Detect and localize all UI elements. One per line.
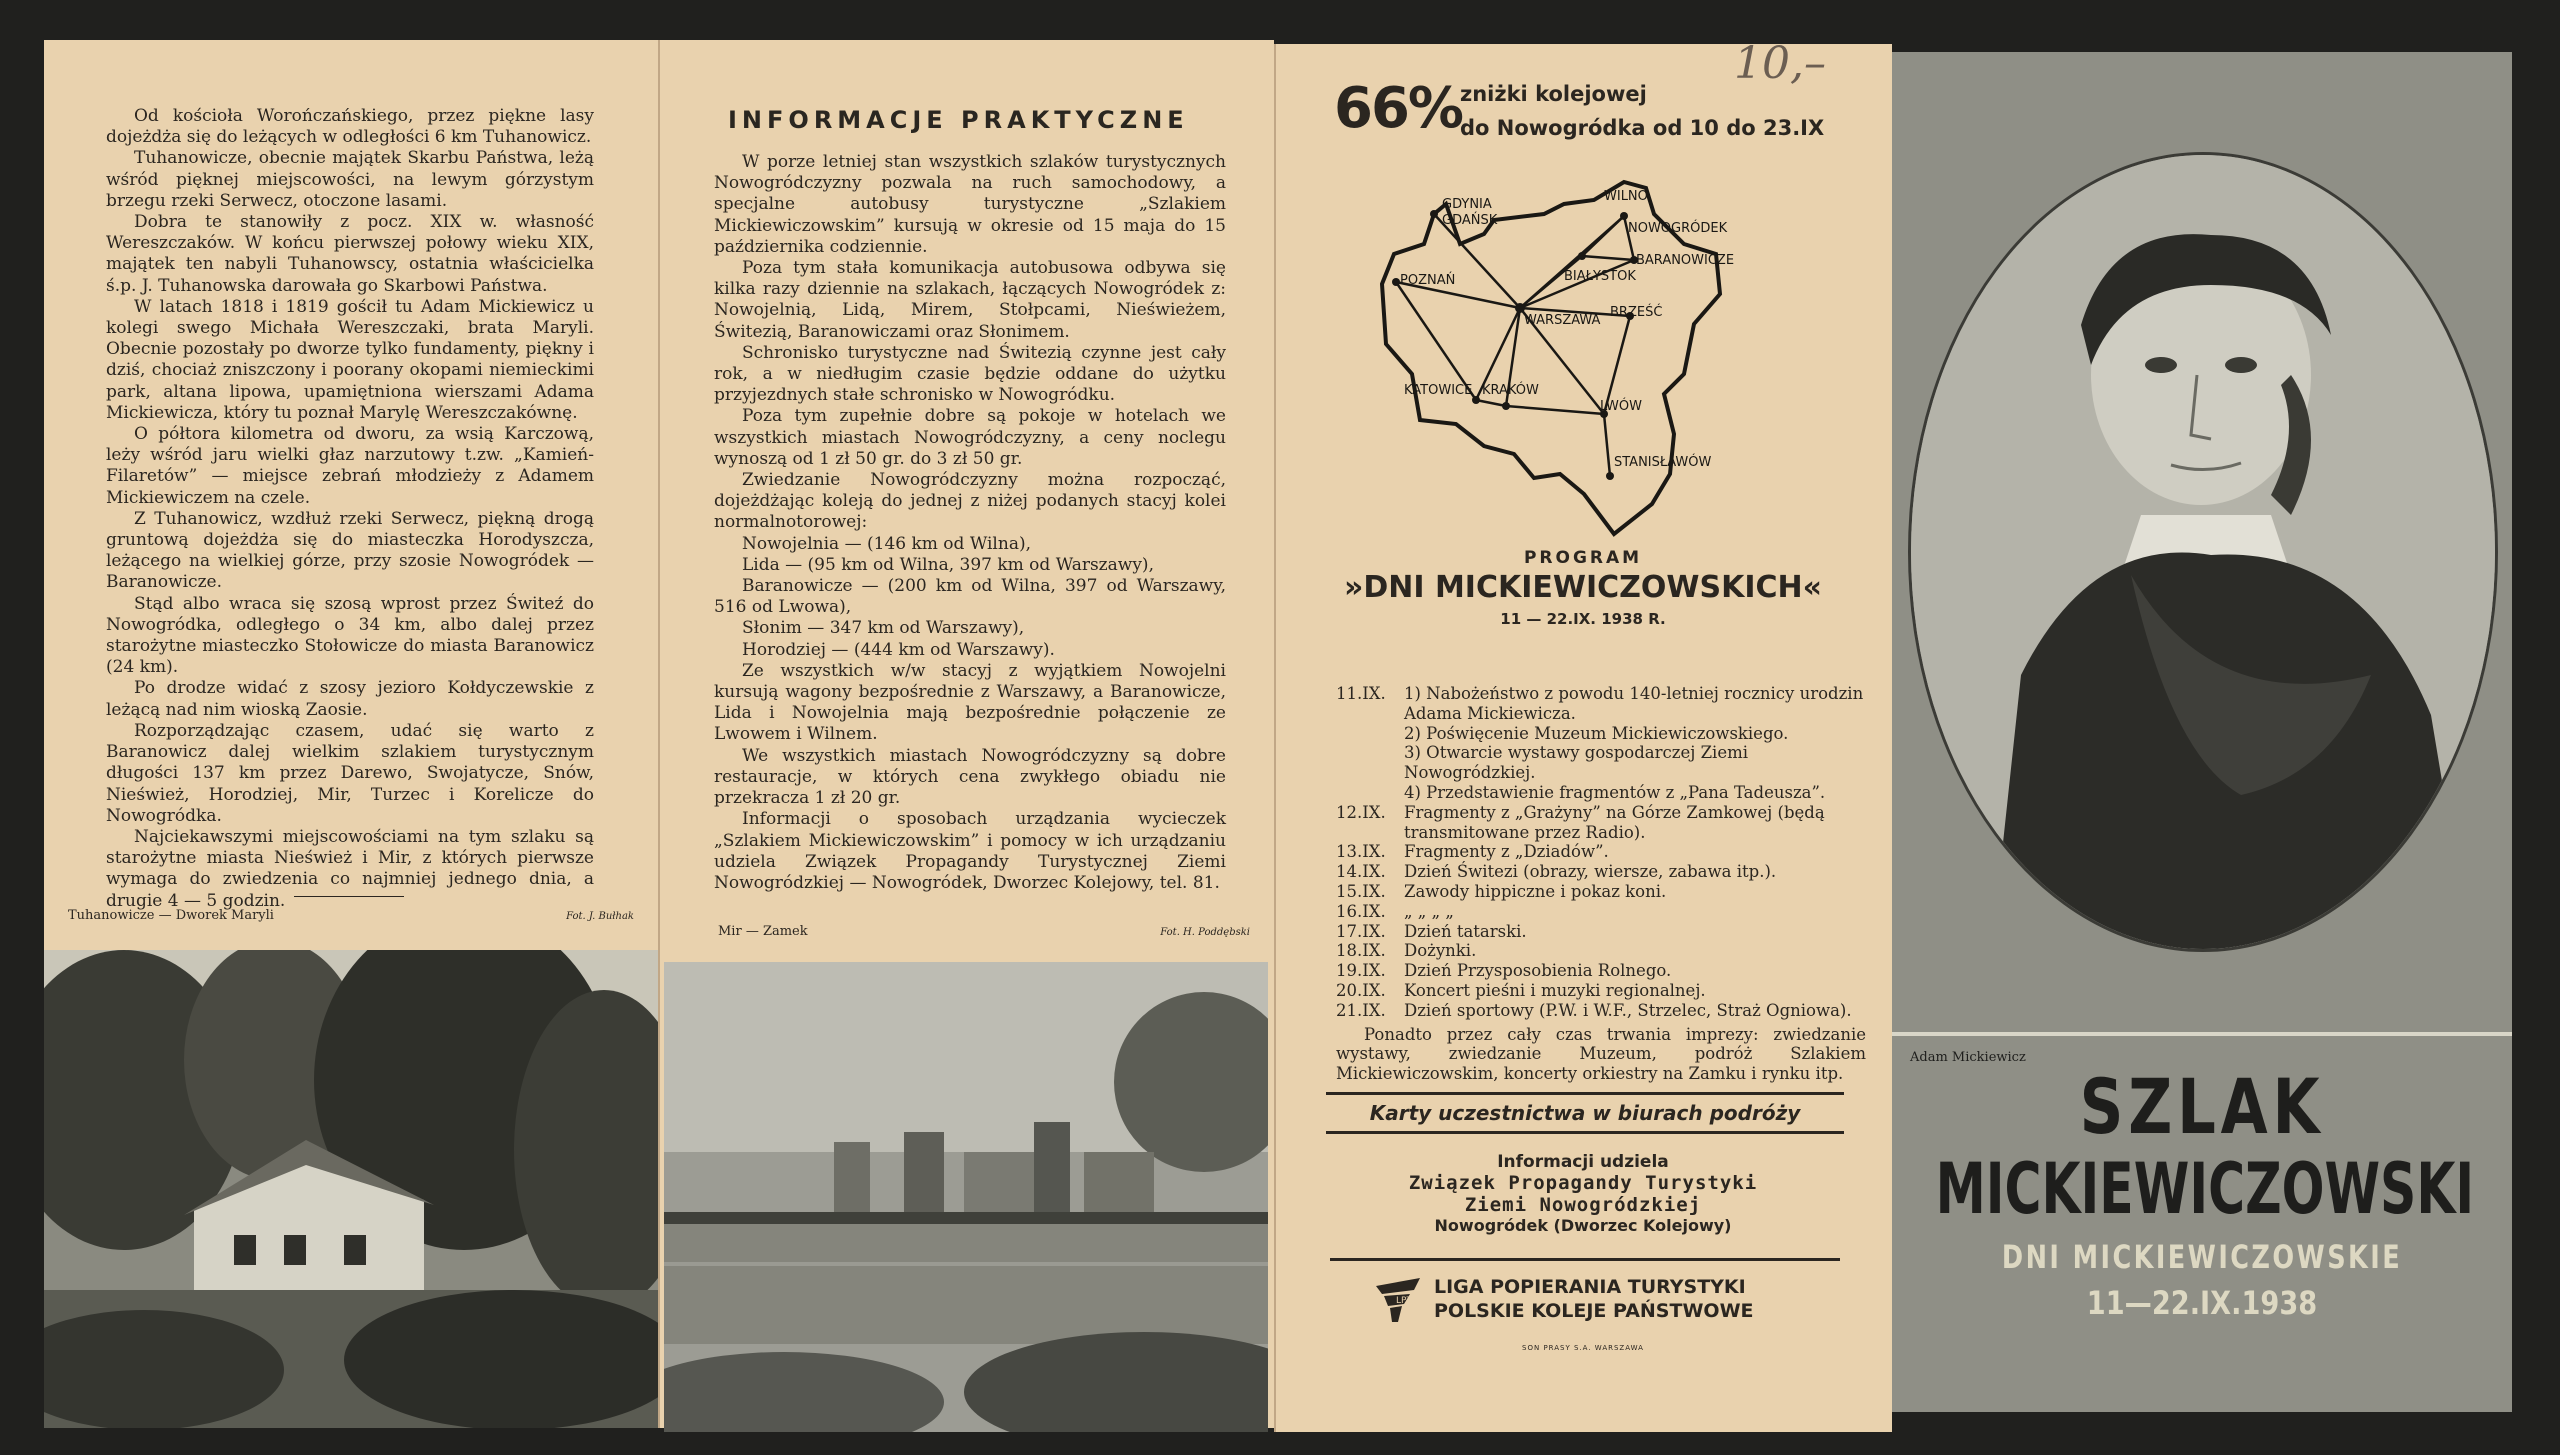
map-label-stanislawow: STANISŁAWÓW [1614,455,1712,470]
schedule-event: Dzień sportowy (P.W. i W.F., Strzelec, Straż Ogniowa). [1404,1000,1852,1020]
schedule-event: „ „ „ „ [1404,901,1454,921]
photo-credit: Fot. J. Bułhak [566,911,634,922]
map-label-wilno: WILNO [1604,189,1648,204]
program-dates: 11 — 22.IX. 1938 R. [1500,610,1666,628]
schedule-row [1336,961,1866,981]
caption-text: Mir — Zamek [718,924,808,939]
portrait-caption: Adam Mickiewicz [1910,1050,2026,1065]
schedule-event: 3) Otwarcie wystawy gospodarczej Ziemi Nowogródzkiej. [1404,743,1749,783]
cover-subtitle: DNI MICKIEWICZOWSKIE [2001,1238,2403,1276]
map-label-krakow: KRAKÓW [1482,383,1539,398]
cover-rule [1892,1032,2512,1036]
paragraph: Poza tym zupełnie dobre są pokoje w hotelach we wszystkich miastach Nowogródczyzny, a ceny noclegu wynoszą od 1 zł 50 gr. do 3 zł 50 gr. [714,406,1226,469]
info-line: Nowogródek (Dworzec Kolejowy) [1434,1216,1732,1235]
schedule-row [1336,882,1866,902]
station-item: Baranowicze — (200 km od Wilna, 397 od Warszawy, 516 od Lwowa), [714,576,1226,618]
practical-info-heading: INFORMACJE PRAKTYCZNE [728,106,1189,134]
paragraph: O półtora kilometra od dworu, za wsią Karczową, leży wśród jaru wielki głaz narzutowy t.zw. „Kamień-Filaretów” — miejsce zebrań młodzieży z Adamem Mickiewiczem na czele. [106,424,594,508]
panel-practical-info [658,40,1274,1428]
schedule-date: 21.IX. [1336,1000,1386,1020]
map-label-gdynia: GDYNIA [1442,197,1492,212]
paragraph: Schronisko turystyczne nad Świtezią czynne jest cały rok, a w niedługim czasie będzie oddane do użytku przyjezdnych stałe schronisko w Nowogródku. [714,342,1226,406]
schedule-event: 1) Nabożeństwo z powodu 140-letniej rocznicy urodzin Adama Mickiewicza. [1404,684,1864,723]
schedule-row [1336,922,1866,942]
info-line: Związek Propagandy Turystyki [1408,1172,1758,1194]
schedule-date: 11.IX. [1336,684,1386,703]
liga-line-1: LIGA POPIERANIA TURYSTYKI [1434,1276,1746,1298]
paragraph: We wszystkich miastach Nowogródczyzny są dobre restauracje, w których cena zwykłego obiadu nie przekracza 1 zł 20 gr. [714,745,1226,809]
schedule-event: 4) Przedstawienie fragmentów z „Pana Tadeusza”. [1404,782,1826,802]
paragraph: W latach 1818 i 1819 gościł tu Adam Mickiewicz u kolegi swego Michała Wereszczaki, brata Maryli. Obecnie pozostały po dworze tylko fundamenty, piękny i dziś, chociaż zniszczony i poorany okopami niemieckimi park, altana lipowa, upamiętniona wierszami Adama Mickiewicza, który tu poznał Marylę Wereszczakównę. [106,296,594,423]
paragraph: Stąd albo wraca się szosą wprost przez Świteź do Nowogródka, odległego o 34 km, albo dalej przez starożytne miasteczko Stołowicze do miasta Baranowicz (24 km). [106,593,594,678]
divider [1330,1258,1840,1261]
portrait-frame [1908,152,2498,952]
schedule-row [1336,783,1866,803]
schedule-row [1336,743,1866,783]
photo-credit: Fot. H. Poddębski [1160,927,1250,938]
schedule-date: 19.IX. [1336,961,1386,981]
map-label-katowice: KATOWICE [1404,383,1473,398]
photo-caption [68,908,634,923]
info-block [1274,1152,1892,1235]
map-label-bialystok: BIAŁYSTOK [1564,269,1636,284]
paragraph: Od kościoła Worończańskiego, przez piękne lasy dojeżdża się do leżących w odległości 6 km Tuhanowicz. [106,106,594,148]
panel-cover [1892,52,2512,1412]
station-item: Nowojelnia — (146 km od Wilna), [742,533,1031,554]
schedule-date: 18.IX. [1336,941,1386,961]
map-label-brzesc: BRZEŚĆ [1610,305,1663,320]
logo-text: LPT [1396,1296,1412,1306]
schedule-date: 16.IX. [1336,901,1386,921]
cover-title-1: SZLAK [2079,1062,2325,1151]
program-schedule [1336,684,1866,1084]
program-label: PROGRAM [1523,548,1643,568]
panel1-text [106,106,594,912]
cover-dates: 11—22.IX.1938 [2086,1284,2318,1322]
handwritten-price: 10,– [1734,38,1826,89]
divider [294,896,404,897]
map-label-lwow: LWÓW [1600,399,1642,414]
program-extra: Ponadto przez cały czas trwania imprezy: zwiedzanie wystawy, zwiedzanie Muzeum, podróż Szlakiem Mickiewiczowskim, koncerty orkiestry na Zamku i rynku itp. [1336,1024,1866,1084]
paragraph: Tuhanowicze, obecnie majątek Skarbu Państwa, leżą wśród pięknej miejscowości, na lewym górzystym brzegu rzeki Serwecz, otoczone lasami. [106,148,594,211]
schedule-date: 13.IX. [1336,842,1386,862]
schedule-row [1336,724,1866,744]
map-label-poznan: POZNAŃ [1400,273,1456,288]
schedule-event: Dzień tatarski. [1404,921,1527,941]
tickets-box [1326,1092,1844,1134]
paragraph: Po drodze widać z szosy jezioro Kołdyczewskie z leżącą nad nim wioską Zaosie. [106,678,594,720]
paragraph: Poza tym stała komunikacja autobusowa odbywa się kilka razy dziennie na szlakach, łączących Nowogródek z: Nowojelnią, Lidą, Mirem, Stołpcami, Nieświeżem, Świtezią, Baranowiczami oraz Słonimem. [714,258,1226,342]
portrait-image [1911,155,2498,952]
paragraph: Dobra te stanowiły z pocz. XIX w. własność Wereszczaków. W końcu pierwszej połowy wieku XIX, majątek ten nabyli Tuhanowscy, ostatnia właścicielka ś.p. J. Tuhanowska darowała go Skarbowi Państwa. [106,212,594,296]
map-label-nowogrodek: NOWOGRÓDEK [1628,221,1728,236]
schedule-event: 2) Poświęcenie Muzeum Mickiewiczowskiego. [1404,723,1789,743]
paragraph: Rozporządzając czasem, udać się warto z Baranowicz dalej wielkim szlakiem turystycznym długości 137 km przez Darewo, Swojatycze, Snów, Nieśwież, Horodziej, Mir, Turzec i Korelicze do Nowogródka. [106,720,594,826]
schedule-date: 15.IX. [1336,881,1386,901]
schedule-date: 14.IX. [1336,862,1386,882]
photo-mir-castle [664,962,1268,1432]
map-label-gdansk: GDAŃSK [1442,213,1498,228]
program-title: »DNI MICKIEWICZOWSKICH« [1343,570,1823,605]
info-line: Ziemi Nowogródzkiej [1464,1194,1702,1216]
tickets-text: Karty uczestnictwa w biurach podróży [1369,1101,1801,1125]
map-label-warszawa: WARSZAWA [1524,313,1601,328]
paragraph: Informacji o sposobach urządzania wycieczek „Szlakiem Mickiewiczowskim” i pomocy w ich urządzaniu udziela Związek Propagandy Turystycznej Ziemi Nowogródzkiej — Nowogródek, Dworzec Kolejowy, tel. 81. [714,809,1226,893]
panel2-text [714,152,1226,894]
schedule-date: 17.IX. [1336,921,1386,941]
schedule-date [1336,783,1404,803]
fold-line [658,40,660,1428]
schedule-row [1336,981,1866,1001]
station-item: Słonim — 347 km od Warszawy), [742,618,1025,639]
schedule-date: 12.IX. [1336,802,1386,822]
schedule-row [1336,684,1866,724]
railway-map [1364,174,1784,574]
station-item: Lida — (95 km od Wilna, 397 km od Warszawy), [742,554,1154,575]
cover-title-2: MICKIEWICZOWSKI [1935,1148,2475,1230]
info-line: Informacji udziela [1497,1152,1669,1172]
printer-imprint: SON PRASY S.A. WARSZAWA [1522,1344,1644,1352]
paragraph: Zwiedzanie Nowogródczyzny można rozpocząć, dojeżdżając koleją do jednej z niżej podanych stacyj kolei normalnotorowej: [714,470,1226,533]
liga-line-2: POLSKIE KOLEJE PAŃSTWOWE [1434,1300,1754,1322]
schedule-event: Dzień Przysposobienia Rolnego. [1404,961,1672,981]
paragraph: Najciekawszymi miejscowościami na tym szlaku są starożytne miasta Nieśwież i Mir, z których pierwsze wymaga do zwiedzenia co najmniej jednego dnia, a drugie 4 — 5 godzin. [106,826,594,911]
discount-line-1: zniżki kolejowej [1460,82,1647,106]
schedule-row [1336,803,1866,843]
caption-text: Tuhanowicze — Dworek Maryli [68,908,274,923]
schedule-event: Dożynki. [1404,941,1477,961]
discount-line-2: do Nowogródka od 10 do 23.IX [1460,116,1825,140]
schedule-row [1336,902,1866,922]
photo-caption [718,924,1250,939]
schedule-event: Fragmenty z „Grażyny” na Górze Zamkowej (będą transmitowane przez Radio). [1404,802,1825,842]
liga-logo [1370,1272,1426,1328]
schedule-event: Fragmenty z „Dziadów”. [1404,842,1609,862]
panel-program [1274,38,1892,1432]
schedule-date [1336,724,1404,744]
schedule-row [1336,842,1866,862]
photo-manor-house [44,950,658,1428]
schedule-row [1336,941,1866,961]
map-label-baranowicze: BARANOWICZE [1636,253,1735,268]
schedule-date: 20.IX. [1336,980,1386,1000]
schedule-event: Dzień Świtezi (obrazy, wiersze, zabawa itp.). [1404,862,1777,882]
schedule-event: Koncert pieśni i muzyki regionalnej. [1404,980,1706,1000]
liga-logo-icon [1370,1272,1426,1328]
schedule-row [1336,862,1866,882]
schedule-event: Zawody hippiczne i pokaz koni. [1404,881,1667,901]
discount-percent: 66% [1334,76,1463,141]
paragraph: Z Tuhanowicz, wzdłuż rzeki Serwecz, piękną drogą gruntową dojeżdża się do miasteczka Horodyszcza, leżącego na wielkiej górze, przy szosie Nowogródek — Baranowicze. [106,508,594,593]
map-svg [1364,174,1784,574]
schedule-date [1336,743,1404,783]
paragraph: Ze wszystkich w/w stacyj z wyjątkiem Nowojelni kursują wagony bezpośrednie z Warszawy, a Baranowicze, Lida i Nowojelnia mają bezpośrednie połączenie ze Lwowem i Wilnem. [714,660,1226,745]
schedule-row [1336,1001,1866,1021]
panel-tuhanowicze [44,40,658,1428]
paragraph: W porze letniej stan wszystkich szlaków turystycznych Nowogródczyzny pozwala na ruch samochodowy, a specjalne autobusy turystyczne „Szlakiem Mickiewiczowskim” kursują w okresie od 15 maja do 15 października codziennie. [714,152,1226,257]
station-item: Horodziej — (444 km od Warszawy). [742,639,1055,660]
